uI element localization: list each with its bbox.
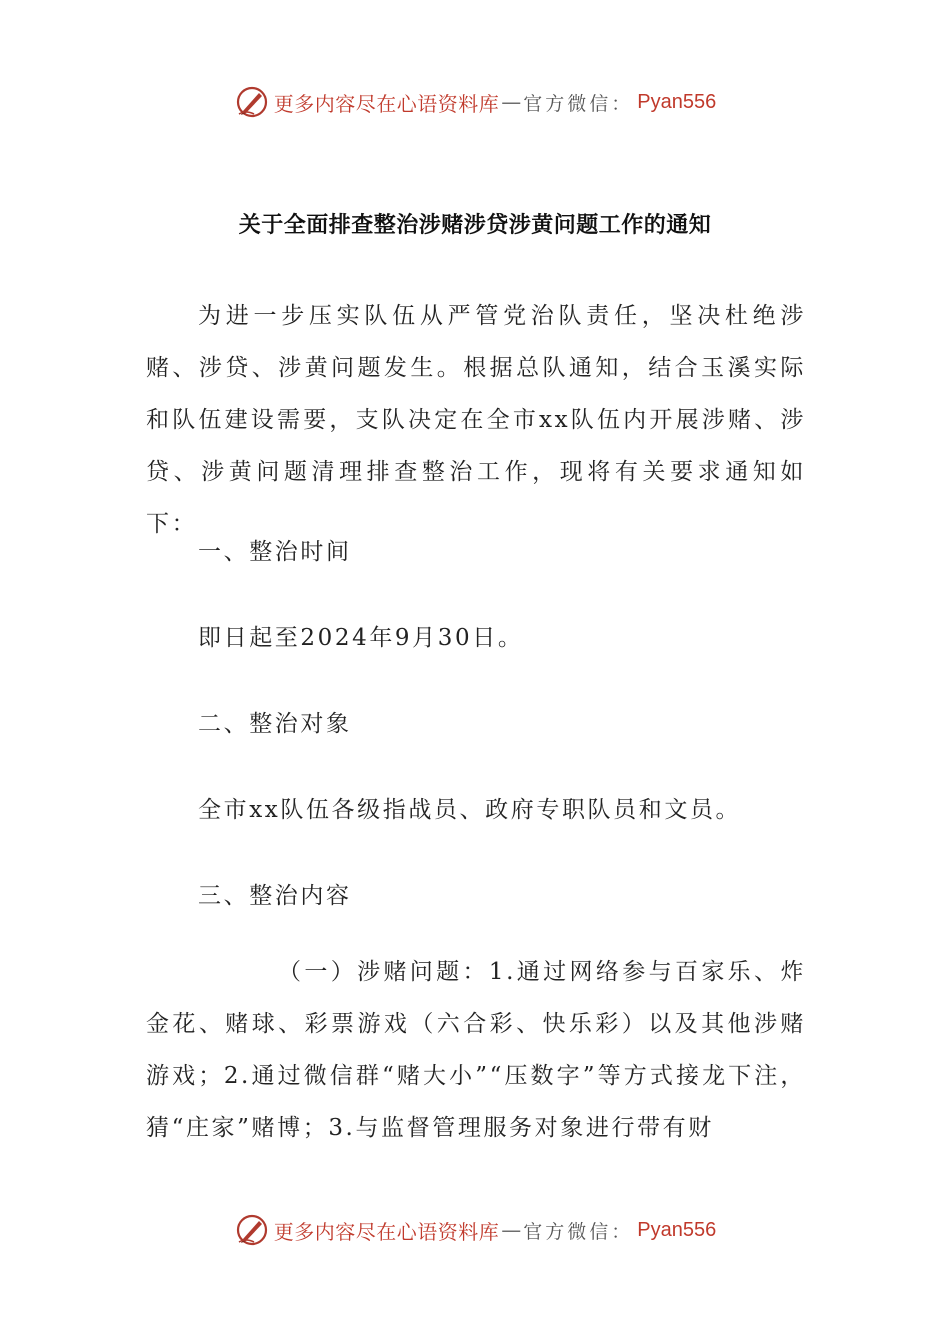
section-three-body xyxy=(146,946,806,1154)
watermark-footer xyxy=(0,1210,950,1250)
watermark-wechat-label: 官方微信： xyxy=(523,1220,634,1243)
section2-heading: 二、整治对象 xyxy=(198,711,352,737)
pen-logo-icon xyxy=(234,1212,270,1248)
document-body xyxy=(146,290,806,550)
watermark-separator: — xyxy=(501,90,522,114)
watermark-wechat-id: Pyan556 xyxy=(637,1218,717,1241)
section-two-body xyxy=(146,784,806,836)
section2-body: 全市xx队伍各级指战员、政府专职队员和文员。 xyxy=(198,797,742,823)
section3-item1: （一）涉赌问题：1.通过网络参与百家乐、炸金花、赌球、彩票游戏（六合彩、快乐彩）以及其他涉赌游戏；2.通过微信群“赌大小”“压数字”等方式接龙下注，猜“庄家”赌博；3.与监督管理服务对象进行带有财 xyxy=(146,959,806,1141)
intro-paragraph: 为进一步压实队伍从严管党治队责任，坚决杜绝涉赌、涉贷、涉黄问题发生。根据总队通知，结合玉溪实际和队伍建设需要，支队决定在全市xx队伍内开展涉赌、涉贷、涉黄问题清理排查整治工作，现将有关要求通知如下： xyxy=(146,303,806,537)
section-three xyxy=(146,870,806,922)
section-one-body xyxy=(146,612,806,664)
section3-heading: 三、整治内容 xyxy=(198,883,352,909)
section-one xyxy=(146,526,806,578)
section1-heading: 一、整治时间 xyxy=(198,539,352,565)
section-two xyxy=(146,698,806,750)
section1-body: 即日起至2024年9月30日。 xyxy=(198,625,524,651)
watermark-brand: 更多内容尽在心语资料库 xyxy=(273,1219,500,1244)
watermark-wechat-label: 官方微信： xyxy=(523,92,634,115)
watermark-separator: — xyxy=(501,1218,522,1242)
watermark-wechat-id: Pyan556 xyxy=(637,90,717,113)
watermark-header xyxy=(0,82,950,122)
document-title: 关于全面排查整治涉赌涉贷涉黄问题工作的通知 xyxy=(238,213,712,238)
pen-logo-icon xyxy=(234,84,270,120)
watermark-brand: 更多内容尽在心语资料库 xyxy=(273,91,500,116)
